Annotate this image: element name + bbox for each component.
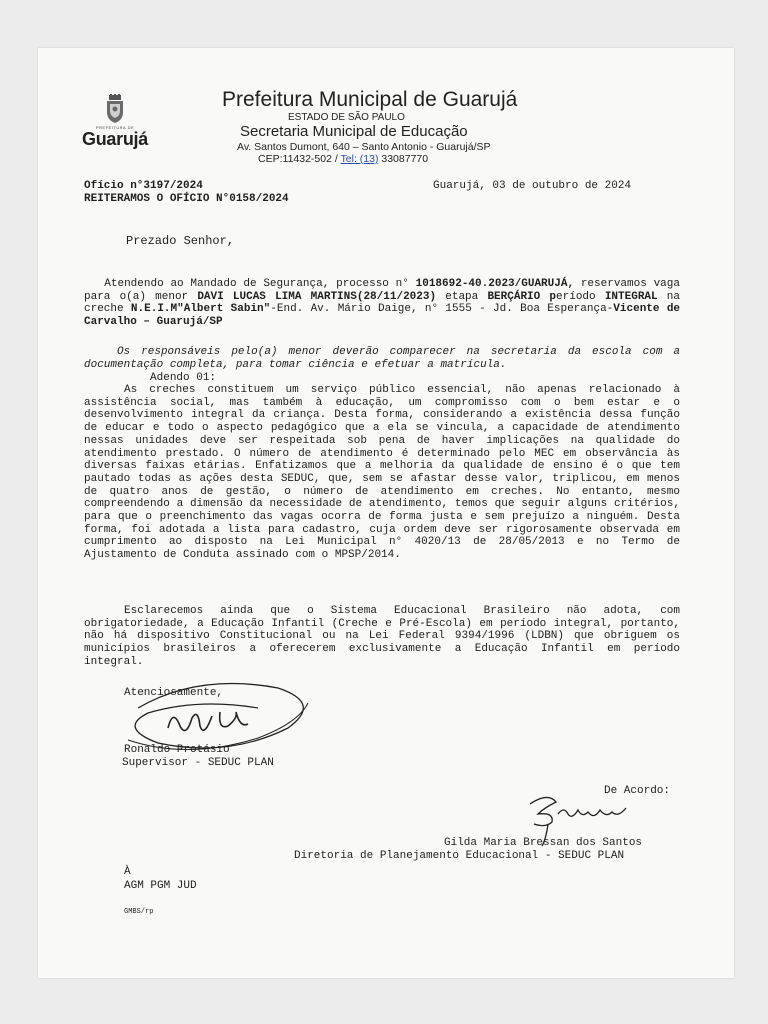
addressee-prefix: À bbox=[124, 866, 131, 878]
paragraph-instructions: Os responsáveis pelo(a) menor deverão comparecer na secretaria da escola com a documentação completa, para tomar ciência e efetuar a matrícula. bbox=[84, 346, 687, 371]
daycare-name: N.E.I.M"Albert Sabin" bbox=[130, 303, 271, 316]
p1-text-5: na creche bbox=[84, 290, 687, 316]
oficio-number: Ofício n°3197/2024 bbox=[84, 180, 203, 192]
agreement-label: De Acordo: bbox=[604, 785, 671, 797]
greeting: Prezado Senhor, bbox=[126, 234, 235, 248]
letter-page bbox=[38, 48, 734, 978]
signer2-name: Gilda Maria Bressan dos Santos bbox=[444, 837, 643, 849]
paragraph-addendum: As creches constituem um serviço público essencial, não apenas relacionado à assistência social, mas também à educação, um compromisso com o bem estar e o desenvolvimento integral da criança. Desta forma, considerando a existência dessa função de educar e todo o aspecto pedagógico que a ela se vincula, a capacidade de atendimento nessas unidades deve ser respeitada sob pena de haver implicações na qualidade do atendimento prestado. O número de atendimento é determinado pelo MEC em observância às diversas faixas etárias. Enfatizamos que a melhoria da qualidade de ensino é o que tem pautado todas as ações desta SEDUC, que, sem se afastar desse valor, triplicou, em menos de quatro anos de gestão, o número de atendimento em creches. No entanto, mesmo compreendendo a dimensão da necessidade de atendimento, temos que seguir alguns critérios, para que o preenchimento das vagas ocorra de forma justa e sem prejuízo a ninguém. Desta forma, foi adotada a lista para cadastro, cuja ordem deve ser rigorosamente observada em cumprimento ao disposto na Lei Municipal n° 4020/13 de 28/05/2013 e no Termo de Ajustamento de Conduta assinado com o MPSP/2014. bbox=[84, 384, 680, 562]
crest-caption: PREFEITURA DE bbox=[95, 125, 135, 130]
paragraph-clarification: Esclarecemos ainda que o Sistema Educacional Brasileiro não adota, com obrigatoriedade, a Educação Infantil (Creche e Pré-Escola) em período integral, portanto, não há dispositivo Constitucional ou na Lei Federal 9394/1996 (LDBN) que obriguem os municípios brasileiros a oferecerem exclusivamente a Educação Infantil em período integral. bbox=[84, 605, 680, 668]
header-title: Prefeitura Municipal de Guarujá bbox=[222, 88, 518, 111]
addendum-heading: Adendo 01: bbox=[84, 372, 217, 384]
p1-text-2: reservamos vaga para o(a) menor bbox=[84, 278, 687, 303]
coat-of-arms-icon bbox=[100, 94, 130, 124]
period-type: INTEGRAL bbox=[604, 290, 658, 303]
header-state: ESTADO DE SÃO PAULO bbox=[288, 112, 405, 123]
addressee: AGM PGM JUD bbox=[124, 880, 197, 892]
reiteration-line: REITERAMOS O OFÍCIO N°0158/2024 bbox=[84, 193, 289, 205]
letter-date: Guarujá, 03 de outubro de 2024 bbox=[433, 180, 632, 192]
p1-text-3: etapa bbox=[436, 290, 488, 303]
phone-link[interactable]: Tel: (13) bbox=[340, 153, 379, 165]
city-crest bbox=[80, 94, 150, 148]
signer1-name: Ronaldo Protásio bbox=[124, 744, 230, 756]
signer1-role: Supervisor - SEDUC PLAN bbox=[122, 757, 274, 769]
closing-salutation: Atenciosamente, bbox=[124, 687, 224, 699]
district-name: Vicente de Carvalho – Guarujá/SP bbox=[84, 303, 687, 329]
header-cep: CEP:11432-502 / bbox=[258, 153, 341, 165]
process-number: 1018692-40.2023/GUARUJÁ, bbox=[415, 278, 575, 290]
header-contact bbox=[258, 153, 428, 165]
header-phone-number: 33087770 bbox=[378, 153, 429, 165]
header-address: Av. Santos Dumont, 640 – Santo Antonio - Guarujá/SP bbox=[237, 141, 491, 153]
p1-text-1: Atendendo ao Mandado de Segurança, processo n° bbox=[84, 278, 416, 290]
author-initials: GMBS/rp bbox=[124, 908, 154, 916]
header-secretariat: Secretaria Municipal de Educação bbox=[240, 123, 468, 140]
signer2-role: Diretoria de Planejamento Educacional - SEDUC PLAN bbox=[294, 850, 625, 862]
crest-city-name: Guarujá bbox=[82, 129, 148, 149]
p1-text-6: -End. Av. Mário Daige, n° 1555 - Jd. Boa Esperança- bbox=[270, 303, 614, 316]
p1-text-4: eríodo bbox=[556, 290, 605, 303]
child-name: DAVI LUCAS LIMA MARTINS(28/11/2023) bbox=[197, 290, 437, 303]
stage-name: BERÇÁRIO p bbox=[487, 290, 557, 303]
paragraph-reservation bbox=[84, 278, 687, 329]
